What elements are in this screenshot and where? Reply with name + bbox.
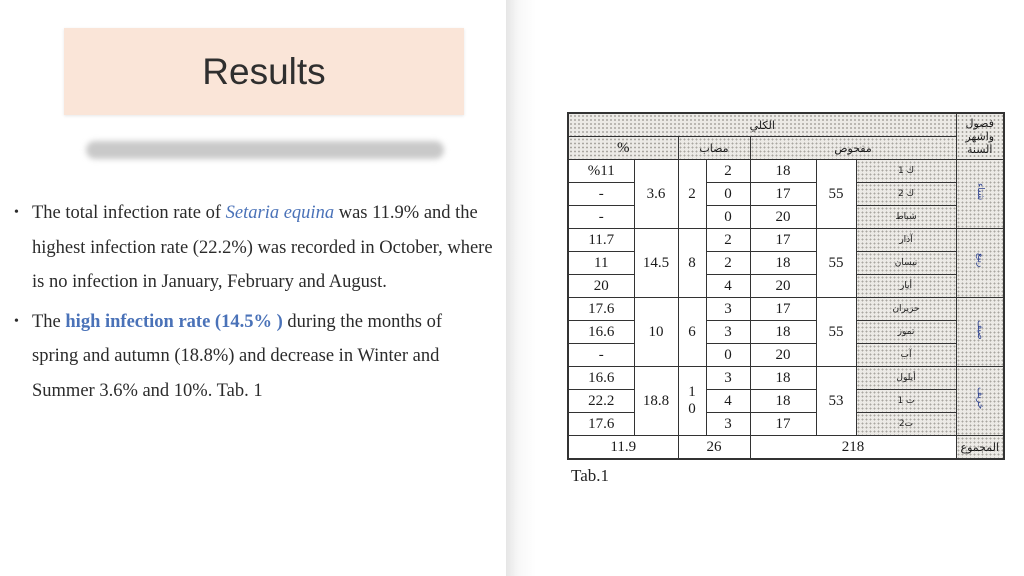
bullet-dot-icon: • xyxy=(14,205,19,220)
cell-month: تموز xyxy=(856,321,956,344)
table-row xyxy=(568,183,1004,206)
cell-infected: 0 xyxy=(706,183,750,206)
cell-month: ك 1 xyxy=(856,160,956,183)
bullet-text: spring and autumn (18.8%) and decrease in Winter and xyxy=(32,346,440,366)
table-header-row xyxy=(568,113,1004,137)
cell-month: شباط xyxy=(856,206,956,229)
cell-examined: 17 xyxy=(750,183,816,206)
cell-infected: 2 xyxy=(706,229,750,252)
table-row xyxy=(568,344,1004,367)
cell-month: آذار xyxy=(856,229,956,252)
season-percent: 14.5 xyxy=(634,229,678,298)
season-label: شتاء xyxy=(975,182,985,201)
species-name: Setaria equina xyxy=(225,203,335,223)
cell-percent: - xyxy=(568,344,634,367)
cell-infected: 3 xyxy=(706,413,750,436)
cell-percent: 17.6 xyxy=(568,298,634,321)
cell-examined: 18 xyxy=(750,321,816,344)
cell-percent: 16.6 xyxy=(568,321,634,344)
season-percent: 18.8 xyxy=(634,367,678,436)
season-label: صيف xyxy=(975,319,985,340)
cell-examined: 20 xyxy=(750,206,816,229)
season-infected: 2 xyxy=(678,160,706,229)
bullet-dot-icon: • xyxy=(14,313,19,329)
cell-percent: 11.7 xyxy=(568,229,634,252)
cell-examined: 18 xyxy=(750,252,816,275)
cell-infected: 0 xyxy=(706,206,750,229)
cell-infected: 3 xyxy=(706,367,750,390)
cell-month: أيلول xyxy=(856,367,956,390)
table-row xyxy=(568,229,1004,252)
table-row xyxy=(568,298,1004,321)
cell-examined: 18 xyxy=(750,160,816,183)
header-examined: مفحوص xyxy=(750,137,956,160)
cell-month: ك 2 xyxy=(856,183,956,206)
cell-percent: 17.6 xyxy=(568,413,634,436)
season-cell xyxy=(956,367,1004,436)
season-infected: 8 xyxy=(678,229,706,298)
cell-percent: 16.6 xyxy=(568,367,634,390)
season-cell xyxy=(956,298,1004,367)
cell-infected: 4 xyxy=(706,275,750,298)
season-percent: 3.6 xyxy=(634,160,678,229)
table-row xyxy=(568,367,1004,390)
season-examined: 53 xyxy=(816,367,856,436)
cell-examined: 18 xyxy=(750,390,816,413)
cell-examined: 17 xyxy=(750,229,816,252)
season-label: ربيع xyxy=(975,253,985,268)
title-shadow-bar xyxy=(86,141,444,159)
season-infected-digit: 1 xyxy=(688,384,696,400)
cell-infected: 2 xyxy=(706,160,750,183)
cell-percent: %11 xyxy=(568,160,634,183)
cell-infected: 3 xyxy=(706,298,750,321)
cell-examined: 17 xyxy=(750,413,816,436)
cell-month: أيار xyxy=(856,275,956,298)
infection-table xyxy=(567,112,1003,455)
table-total-row xyxy=(568,436,1004,460)
bullet-text: was 11.9% and the xyxy=(334,203,478,223)
title-box xyxy=(64,28,464,115)
cell-infected: 2 xyxy=(706,252,750,275)
cell-examined: 17 xyxy=(750,298,816,321)
cell-month: نيسان xyxy=(856,252,956,275)
cell-month: ت2 xyxy=(856,413,956,436)
bullet-text: The xyxy=(32,311,66,332)
season-label: خريف xyxy=(975,387,985,410)
total-infected: 26 xyxy=(678,436,750,460)
cell-examined: 20 xyxy=(750,275,816,298)
table-caption: Tab.1 xyxy=(571,466,609,485)
header-total: الكلي xyxy=(568,113,956,137)
cell-percent: - xyxy=(568,206,634,229)
season-percent: 10 xyxy=(634,298,678,367)
header-percent: % xyxy=(568,137,678,160)
results-text xyxy=(14,196,559,413)
bullet-item xyxy=(14,196,559,300)
cell-month: ت 1 xyxy=(856,390,956,413)
season-infected: 6 xyxy=(678,298,706,367)
cell-month: حزيران xyxy=(856,298,956,321)
cell-percent: - xyxy=(568,183,634,206)
table-row xyxy=(568,321,1004,344)
highlight-text: high infection rate (14.5% ) xyxy=(65,311,283,332)
bullet-item xyxy=(14,305,559,409)
bullet-text: Summer 3.6% and 10%. Tab. 1 xyxy=(32,380,263,401)
cell-month: آب xyxy=(856,344,956,367)
bullet-text: The total infection rate of xyxy=(32,203,226,223)
header-season-month: فصول واشهر السنة xyxy=(956,113,1004,160)
season-infected-digit: 0 xyxy=(688,401,696,417)
total-percent: 11.9 xyxy=(568,436,678,460)
table-row xyxy=(568,252,1004,275)
cell-percent: 11 xyxy=(568,252,634,275)
cell-infected: 4 xyxy=(706,390,750,413)
season-examined: 55 xyxy=(816,160,856,229)
table-row xyxy=(568,390,1004,413)
table-row xyxy=(568,413,1004,436)
header-infected: مصاب xyxy=(678,137,750,160)
bullet-text: is no infection in January, February and August. xyxy=(32,272,387,292)
cell-infected: 3 xyxy=(706,321,750,344)
bullet-text: during the months of xyxy=(282,311,443,332)
cell-percent: 20 xyxy=(568,275,634,298)
page-title: Results xyxy=(202,50,326,92)
total-label: المجموع xyxy=(956,436,1004,460)
season-examined: 55 xyxy=(816,229,856,298)
table-row xyxy=(568,206,1004,229)
cell-examined: 18 xyxy=(750,367,816,390)
bullet-text: highest infection rate (22.2%) was recorded in October, where xyxy=(32,237,493,258)
season-examined: 55 xyxy=(816,298,856,367)
cell-examined: 20 xyxy=(750,344,816,367)
season-cell xyxy=(956,229,1004,298)
table-subheader-row xyxy=(568,137,1004,160)
table-row xyxy=(568,160,1004,183)
cell-infected: 0 xyxy=(706,344,750,367)
table-row xyxy=(568,275,1004,298)
total-examined: 218 xyxy=(750,436,956,460)
season-infected xyxy=(678,367,706,436)
cell-percent: 22.2 xyxy=(568,390,634,413)
season-cell xyxy=(956,160,1004,229)
